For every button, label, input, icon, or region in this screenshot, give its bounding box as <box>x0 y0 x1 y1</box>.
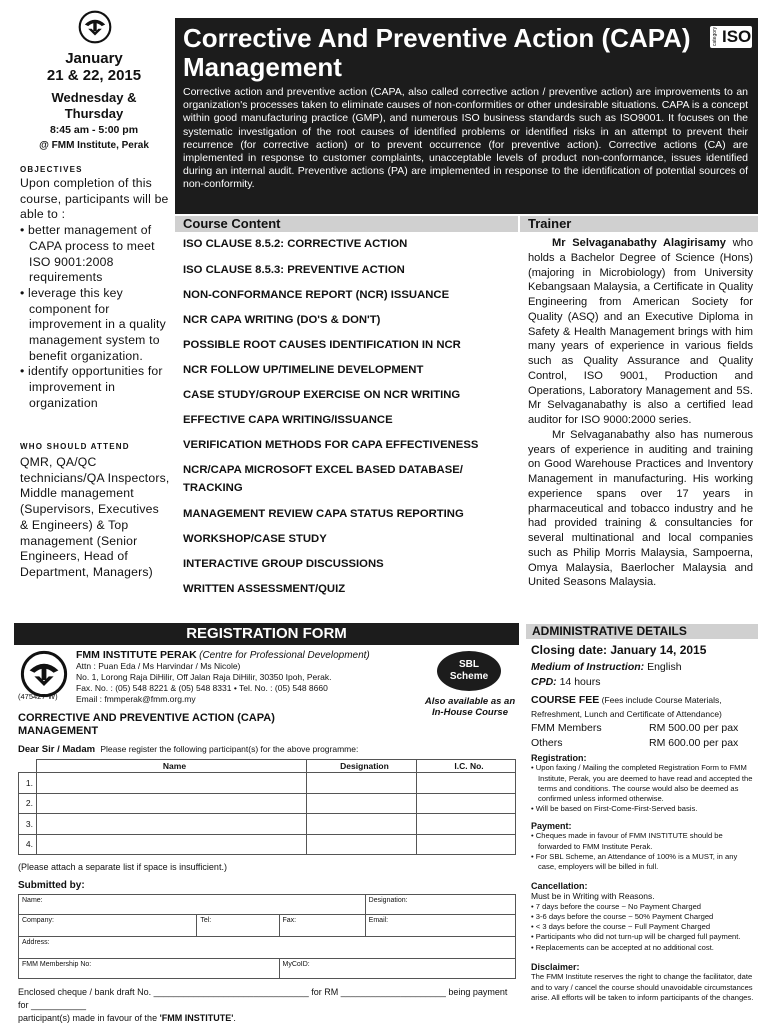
org-sub: (Centre for Professional Development) <box>199 650 370 661</box>
cheque-payee: 'FMM INSTITUTE' <box>159 1013 234 1023</box>
members-fee: RM 500.00 per pax <box>649 722 739 734</box>
ic-field[interactable] <box>417 834 516 855</box>
org-name: FMM INSTITUTE PERAK <box>76 649 197 661</box>
salutation <box>18 744 358 755</box>
org-email: Email : fmmperak@fmm.org.my <box>76 694 196 704</box>
course-intro: Corrective action and preventive action (CAPA, also called corrective action / preventive action) are improvements to an organization's processes taken to eliminate causes of non-conformities or other undesirable situations. CAPA is a concept within good manufacturing practice (GMP), and numerous ISO business standards such as ISO9001. It focuses on the systematic investigation of the root causes of identified problems or identified risks in an attempt to prevent their recurrence (for corrective action) or to prevent occurrence (for preventive action). Corrective actions (CA) are implemented in response to customer complaints, unacceptable levels of product non-conformance, issues identified during an internal audit. Preventive actions (PA) are implemented in response to the identification of potential sources of non-conformity. <box>183 86 748 191</box>
day-line1: Wednesday & <box>51 90 137 105</box>
date-days: 21 & 22, 2015 <box>46 67 142 84</box>
cheque-statement <box>18 986 518 1024</box>
name-field[interactable] <box>37 793 307 814</box>
cpd-label: CPD: <box>531 676 557 688</box>
form-course-title: CORRECTIVE AND PREVENTIVE ACTION (CAPA) MANAGEMENT <box>18 712 275 737</box>
submitter-table <box>18 894 516 979</box>
col-ic: I.C. No. <box>417 760 516 773</box>
table-row[interactable] <box>19 773 516 794</box>
participants-table <box>18 759 516 855</box>
org-registration-no: (475427-W) <box>18 692 58 701</box>
terms-item: • Will be based on First-Come-First-Served basis. <box>531 804 698 814</box>
course-item: WRITTEN ASSESSMENT/QUIZ <box>183 583 346 595</box>
course-item: NCR/CAPA MICROSOFT EXCEL BASED DATABASE/ TRACKING <box>183 464 463 494</box>
registration-terms <box>531 753 756 815</box>
cancellation-item: • 3-6 days before the course ~ 50% Payment Charged <box>531 911 714 921</box>
course-item: INTERACTIVE GROUP DISCUSSIONS <box>183 558 384 570</box>
org-address: No. 1, Lorong Raja DiHilir, Off Jalan Raja DiHilir, 30350 Ipoh, Perak. <box>76 672 332 682</box>
ic-field[interactable] <box>417 773 516 794</box>
trainer-bio <box>528 236 753 590</box>
medium-value: English <box>647 661 682 673</box>
terms-item: • Upon faxing / Mailing the completed Registration Form to FMM Institute, Perak, you are deemed to have read and accepted the terms and conditions. The course would also be deemed as confirmed unless informed otherwise. <box>531 763 753 804</box>
org-attn: Attn : Puan Eda / Ms Harvindar / Ms Nicole) <box>76 661 241 671</box>
cheque-line2: participant(s) made in favour of the <box>18 1013 158 1023</box>
submitter-name-field[interactable]: Name: <box>19 895 366 915</box>
objective-item: • better management of CAPA process to meet ISO 9001:2008 requirements <box>20 223 155 285</box>
col-designation: Designation <box>307 760 417 773</box>
attach-note: (Please attach a separate list if space is insufficient.) <box>18 862 227 872</box>
course-content-heading: Course Content <box>175 216 518 232</box>
course-item: VERIFICATION METHODS FOR CAPA EFFECTIVENESS <box>183 439 479 451</box>
table-row[interactable] <box>19 834 516 855</box>
cancellation-item: • Participants who did not turn-up will be charged full payment. <box>531 932 741 942</box>
course-item: NON-CONFORMANCE REPORT (NCR) ISSUANCE <box>183 289 450 301</box>
category-label: category <box>712 26 718 46</box>
trainer-heading: Trainer <box>520 216 758 232</box>
others-fee: RM 600.00 per pax <box>649 737 739 749</box>
table-header <box>19 760 516 773</box>
course-item: POSSIBLE ROOT CAUSES IDENTIFICATION IN NCR <box>183 339 461 351</box>
table-row[interactable] <box>19 793 516 814</box>
payment-terms <box>531 821 756 872</box>
submitted-by-heading: Submitted by: <box>18 880 85 891</box>
closing-date: Closing date: January 14, 2015 <box>531 643 707 657</box>
submitter-address-field[interactable]: Address: <box>19 937 516 959</box>
cancellation-intro: Must be in Writing with Reasons. <box>531 891 655 902</box>
course-venue: @ FMM Institute, Perak <box>39 140 149 151</box>
payment-heading: Payment: <box>531 821 572 831</box>
fee-others <box>531 737 756 749</box>
name-field[interactable] <box>37 773 307 794</box>
name-field[interactable] <box>37 814 307 835</box>
trainer-para2: Mr Selvaganabathy also has numerous years of experience in auditing and training on Good Warehouse Practices and Inventory Management in manufacturing. His working experience spans over 17 years in pharmaceutical and tobacco industry and he had provided training & consultancies for several multinational and local companies such as Philip Morris Malaysia, Sampoerna, Omya Malaysia, Baerlocher Malaysia and United Seasons Malaysia. <box>528 428 753 589</box>
designation-field[interactable] <box>307 814 417 835</box>
course-item: NCR CAPA WRITING (DO'S & DON'T) <box>183 314 381 326</box>
salutation-text: Please register the following participant(s) for the above programme: <box>100 744 359 754</box>
cpd <box>531 676 756 688</box>
submitter-company-field[interactable]: Company: <box>19 915 197 937</box>
fee-label: COURSE FEE <box>531 694 600 706</box>
course-item: EFFECTIVE CAPA WRITING/ISSUANCE <box>183 414 393 426</box>
members-label: FMM Members <box>531 722 602 734</box>
course-fee <box>531 693 756 721</box>
fee-members <box>531 722 756 734</box>
salutation-label: Dear Sir / Madam <box>18 744 96 755</box>
submitter-tel-field[interactable]: Tel: <box>197 915 279 937</box>
course-item: WORKSHOP/CASE STUDY <box>183 533 327 545</box>
row-number: 3. <box>19 814 37 835</box>
who-should-attend-text: QMR, QA/QC technicians/QA Inspectors, Middle management (Supervisors, Executives & Engineers) & Top management (Senior Engineers, Head of Department, Managers) <box>20 455 170 579</box>
col-name: Name <box>37 760 307 773</box>
designation-field[interactable] <box>307 793 417 814</box>
registration-heading: REGISTRATION FORM <box>14 623 519 645</box>
fmm-logo <box>78 10 112 44</box>
objectives-intro: Upon completion of this course, participants will be able to : <box>20 176 169 222</box>
org-fax-tel: Fax. No. : (05) 548 8221 & (05) 548 8331 • Tel. No. : (05) 548 8660 <box>76 683 328 693</box>
fmm-logo <box>20 650 68 698</box>
disclaimer <box>531 962 756 1003</box>
sbl-line2: Scheme <box>449 671 489 682</box>
day-line2: Thursday <box>64 106 124 121</box>
designation-field[interactable] <box>307 834 417 855</box>
course-item: CASE STUDY/GROUP EXERCISE ON NCR WRITING <box>183 389 461 401</box>
objective-item: • identify opportunities for improvement in organization <box>20 364 163 410</box>
course-item: NCR FOLLOW UP/TIMELINE DEVELOPMENT <box>183 364 424 376</box>
course-item: MANAGEMENT REVIEW CAPA STATUS REPORTING <box>183 508 464 520</box>
designation-field[interactable] <box>307 773 417 794</box>
course-item: ISO CLAUSE 8.5.2: CORRECTIVE ACTION <box>183 238 408 250</box>
category-badge <box>710 26 752 48</box>
objectives-block <box>20 176 170 412</box>
mycoid-field[interactable]: MyCoID: <box>279 959 516 979</box>
submitter-email-field[interactable]: Email: <box>365 915 515 937</box>
others-label: Others <box>531 737 563 749</box>
objective-item: • leverage this key component for improvement in a quality management system to benefit organization. <box>20 285 166 363</box>
row-number: 2. <box>19 793 37 814</box>
table-row[interactable] <box>19 814 516 835</box>
cancellation-heading: Cancellation: <box>531 881 588 891</box>
cancellation-item: • 7 days before the course ~ No Payment Charged <box>531 901 702 911</box>
sbl-scheme-badge <box>437 651 501 691</box>
trainer-name: Mr Selvaganabathy Alagirisamy <box>552 237 726 249</box>
fee-note: (Fees include Course Materials, Refreshment, Lunch and Certificate of Attendance) <box>531 695 722 719</box>
row-number: 1. <box>19 773 37 794</box>
disclaimer-heading: Disclaimer: <box>531 962 580 972</box>
registration-terms-heading: Registration: <box>531 753 587 763</box>
name-field[interactable] <box>37 834 307 855</box>
course-time: 8:45 am - 5:00 pm <box>49 124 139 136</box>
cancellation-terms <box>531 881 756 953</box>
submitter-designation-field[interactable]: Designation: <box>365 895 515 915</box>
in-house-note: Also available as an In-House Course <box>424 696 516 718</box>
objectives-heading: OBJECTIVES <box>20 165 83 174</box>
payment-item: • For SBL Scheme, an Attendance of 100% is a MUST, in any case, employers will be billed in full. <box>531 851 738 872</box>
organisation-contact <box>76 650 436 705</box>
payment-item: • Cheques made in favour of FMM INSTITUTE should be forwarded to FMM Institute Perak. <box>531 831 723 851</box>
cheque-end: . <box>233 1013 236 1023</box>
trainer-para1: who holds a Bachelor Degree of Science (Hons) (majoring in Microbiology) from University Kebangsaan Malaysia, a Certificate in Quality Engineering from American Society for Quality (ASQ) and an Executive Diploma in Safety & Health Management brings with him many years of experience in various fields such as Quality Assurance and Quality Control, ISO 9001, Production and Operations, Laboratory Management and 5S. Mr Selvaganabathy is also a certified lead auditor for ISO 9000:2000 series. <box>528 237 753 426</box>
course-item: ISO CLAUSE 8.5.3: PREVENTIVE ACTION <box>183 264 405 276</box>
course-header <box>175 18 758 214</box>
course-title: Corrective And Preventive Action (CAPA) Management <box>183 23 691 82</box>
cheque-line1: Enclosed cheque / bank draft No. _______________________________ for RM _____________________ being payment for ___________ <box>18 987 508 1010</box>
disclaimer-text: The FMM Institute reserves the right to change the facilitator, date and to vary / cancel the course should unavoidable circumstances arise. All efforts will be taken to inform participants of the changes. <box>531 972 754 1002</box>
course-date <box>14 50 174 84</box>
category-value: ISO <box>722 27 752 46</box>
cancellation-item: • < 3 days before the course ~ Full Payment Charged <box>531 922 711 932</box>
admin-heading: ADMINISTRATIVE DETAILS <box>526 624 758 639</box>
course-days <box>14 90 174 122</box>
membership-no-field[interactable]: FMM Membership No: <box>19 959 280 979</box>
medium-label: Medium of Instruction: <box>531 661 645 673</box>
ic-field[interactable] <box>417 814 516 835</box>
cpd-value: 14 hours <box>559 676 601 688</box>
submitter-fax-field[interactable]: Fax: <box>279 915 365 937</box>
cancellation-item: • Replacements can be accepted at no additional cost. <box>531 942 714 952</box>
who-should-attend-heading: WHO SHOULD ATTEND <box>20 442 130 451</box>
ic-field[interactable] <box>417 793 516 814</box>
sbl-line1: SBL <box>459 659 479 670</box>
date-month: January <box>65 50 123 67</box>
row-number: 4. <box>19 834 37 855</box>
medium-of-instruction <box>531 661 756 673</box>
